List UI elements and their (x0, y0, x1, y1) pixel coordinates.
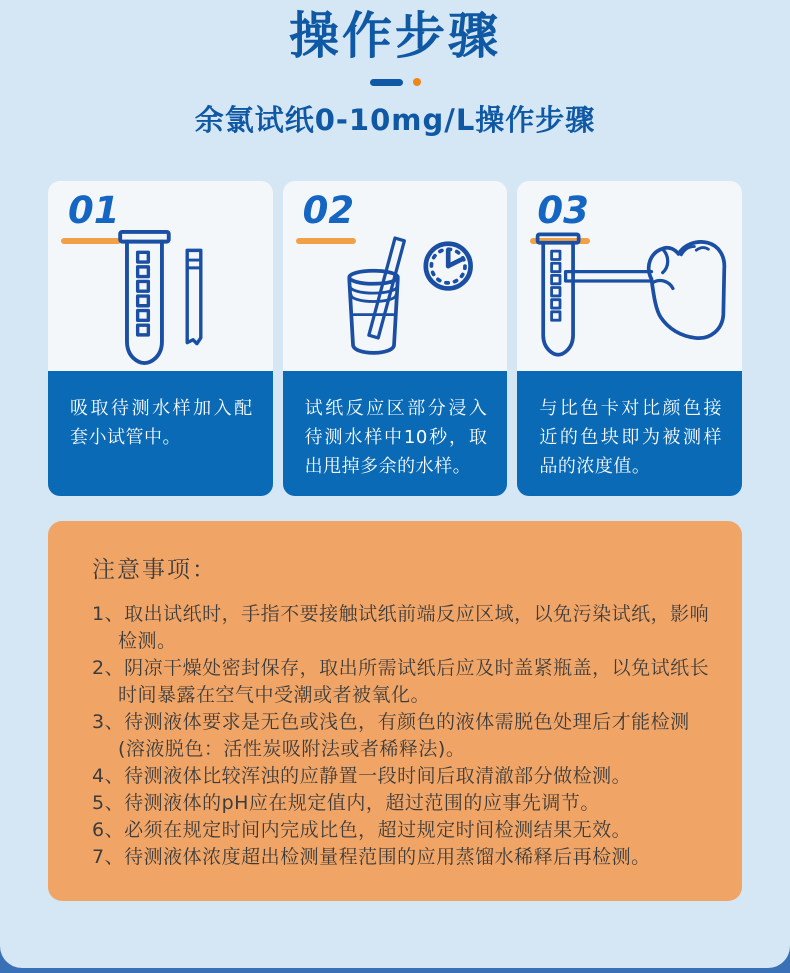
precaution-item-2: 2、阴凉干燥处密封保存，取出所需试纸后应及时盖紧瓶盖，以免试纸长时间暴露在空气中受潮或者被氧化。 (92, 657, 710, 706)
divider-bar (370, 79, 403, 86)
precaution-item-6: 6、必须在规定时间内完成比色，超过规定时间检测结果无效。 (92, 819, 632, 841)
step-3-number: 03 (537, 189, 589, 232)
step-1-illustration-area (48, 181, 273, 371)
step-card-3 (517, 181, 742, 496)
divider-dot (413, 78, 421, 86)
page-subtitle: 余氯试纸0-10mg/L操作步骤 (194, 103, 596, 137)
precautions-heading: 注意事项： (92, 557, 217, 583)
steps-row (0, 181, 790, 496)
step-3-text: 与比色卡对比颜色接近的色块即为被测样品的浓度值。 (517, 371, 742, 496)
step-card-2 (283, 181, 508, 496)
step-2-text: 试纸反应区部分浸入待测水样中10秒，取出甩掉多余的水样。 (283, 371, 508, 496)
step-1-number: 01 (68, 189, 120, 232)
step-3-illustration-area (517, 181, 742, 371)
cup-with-strip-icon (300, 225, 490, 365)
precautions-list (80, 601, 714, 871)
test-tube-with-strip-icon (95, 229, 225, 365)
precautions-box (48, 521, 742, 901)
page-title: 操作步骤 (289, 7, 501, 65)
title-divider (0, 78, 790, 86)
precaution-item-5: 5、待测液体的pH应在规定值内，超过范围的应事先调节。 (92, 792, 600, 814)
step-2-illustration-area (283, 181, 508, 371)
precaution-item-4: 4、待测液体比较浑浊的应静置一段时间后取清澈部分做检测。 (92, 765, 632, 787)
hand-with-strip-icon (526, 225, 734, 365)
precaution-item-3: 3、待测液体要求是无色或浅色，有颜色的液体需脱色处理后才能检测(溶液脱色：活性炭吸附法或者稀释法)。 (92, 711, 690, 760)
clock-icon (426, 244, 471, 289)
step-1-text: 吸取待测水样加入配套小试管中。 (48, 371, 273, 496)
precaution-item-7: 7、待测液体浓度超出检测量程范围的应用蒸馏水稀释后再检测。 (92, 846, 651, 868)
step-card-1 (48, 181, 273, 496)
step-2-number: 02 (302, 189, 355, 232)
precaution-item-1: 1、取出试纸时，手指不要接触试纸前端反应区域，以免污染试纸，影响检测。 (92, 603, 710, 652)
